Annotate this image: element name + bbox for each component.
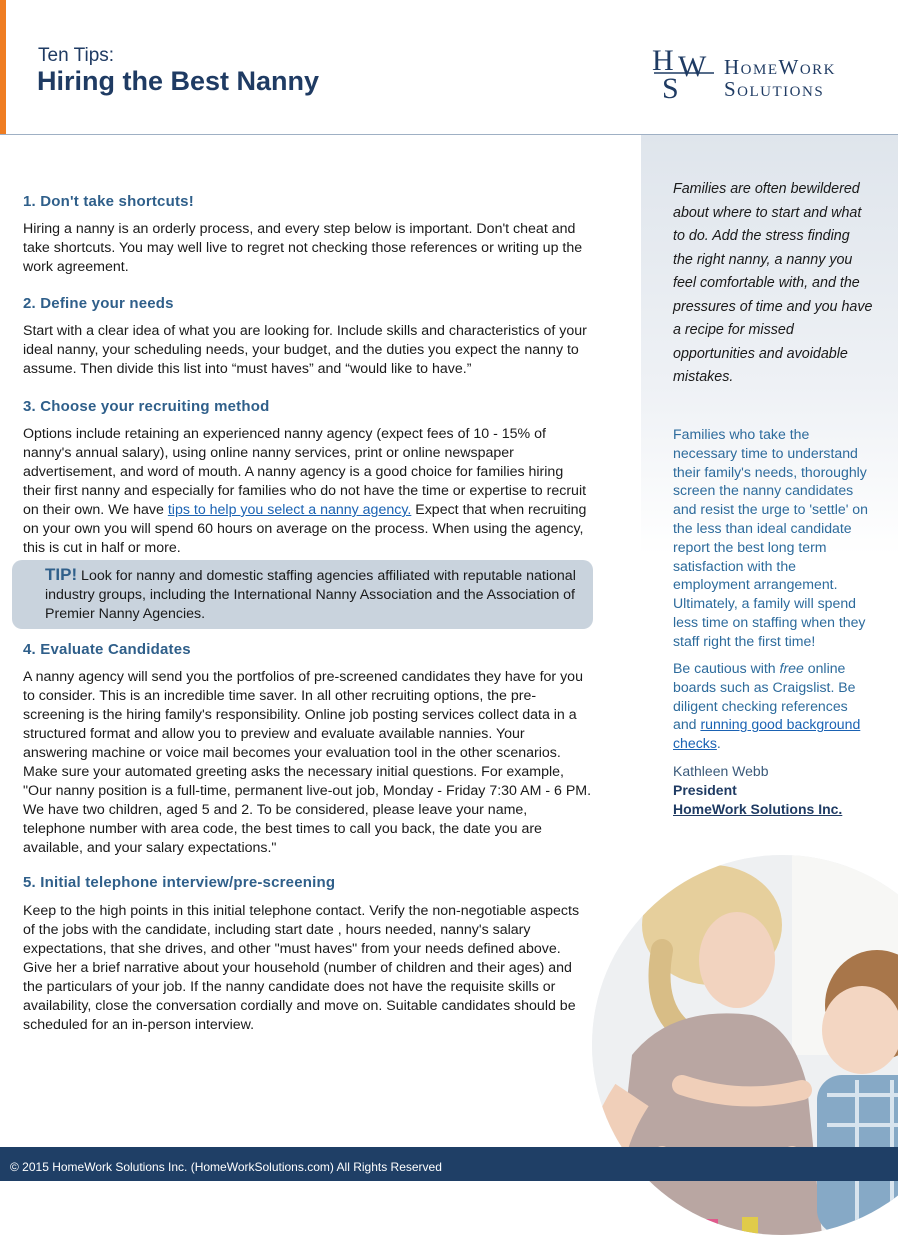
hsw-logo-icon — [652, 42, 716, 102]
sidebar-quote: Families are often bewildered about where to start and what to do. Add the stress finding the right nanny, a nanny you feel comfortable with, and the pressures of time and you have a recipe for missed opportunities and avoidable mistakes. — [673, 181, 873, 385]
section-1-body: Hiring a nanny is an orderly process, and every step below is important. Don't cheat and take shortcuts. You may well live to regret not checking those references or writing up the work agreement. — [23, 221, 583, 275]
section-5-body: Keep to the high points in this initial telephone contact. Verify the non-negotiable aspects of the jobs with the candidate, including start date , hours needed, nanny's salary expectations, that she drives, and other "must haves" from your needs defined above. Give her a brief narrative about your household (number of children and their ages) and the particulars of your job. If the nanny candidate does not have the requisite skills or availability, close the conversation cordially and move on. Suitable candidates should be scheduled for an in-person interview. — [23, 903, 580, 1033]
tip-text: Look for nanny and domestic staffing agencies affiliated with reputable national industry groups, including the International Nanny Association and the Association of Premier Nanny Agencies. — [45, 568, 576, 622]
accent-bar — [0, 0, 6, 135]
sidebar-text: . — [716, 735, 721, 752]
sidebar-paragraph-2 — [673, 659, 871, 753]
company-logo[interactable] — [652, 42, 862, 104]
sidebar-paragraph-1: Families who take the necessary time to understand their family's needs, thoroughly screen the nanny candidates and resist the urge to 'settle' on the less than ideal candidate report the best long term satisfaction with the employment arrangement. Ultimately, a family will spend less time on staffing when they staff right the first time! — [673, 426, 868, 649]
signature-name: Kathleen Webb — [673, 763, 769, 779]
sidebar-text: Be cautious with — [673, 660, 780, 676]
section-3-heading: 3. Choose your recruiting method — [23, 398, 270, 415]
logo-wordmark — [724, 56, 836, 100]
nanny-agency-tips-link[interactable]: tips to help you select a nanny agency. — [167, 502, 412, 518]
signature-company: HomeWork Solutions Inc. — [673, 801, 843, 817]
signature-title: President — [673, 782, 737, 798]
logo-line-2: Solutions — [724, 77, 825, 101]
signature-block — [673, 762, 842, 819]
tip-label: TIP! — [45, 565, 78, 584]
section-1-heading: 1. Don't take shortcuts! — [23, 193, 194, 210]
section-2-body: Start with a clear idea of what you are looking for. Include skills and characteristics of your ideal nanny, your scheduling needs, your budget, and the duties you expect the nanny to assume. Then divide this list into “must haves” and “would like to have.” — [23, 323, 587, 377]
section-2-heading: 2. Define your needs — [23, 295, 174, 312]
page-title: Hiring the Best Nanny — [37, 66, 320, 96]
sidebar-text: online boards such as Craigslist. Be diligent checking references and — [673, 660, 856, 733]
copyright-text: © 2015 HomeWork Solutions Inc. (HomeWorkSolutions.com) All Rights Reserved — [10, 1160, 442, 1174]
section-3-text: Options include retaining an experienced nanny agency (expect fees of 10 - 15% of nanny's annual salary), using online nanny services, print or online newspaper advertisement, and word of mouth. A nanny agency is a good choice for families hiring their first nanny and especially for families who do not have the time or expertise to recruit on their own. We have — [23, 426, 587, 518]
section-5-heading: 5. Initial telephone interview/pre-screening — [23, 874, 336, 891]
svg-text:S: S — [662, 72, 679, 102]
background-checks-link[interactable]: running good background checks — [673, 716, 861, 752]
tip-content — [45, 565, 580, 624]
section-4-body: A nanny agency will send you the portfolios of pre-screened candidates they have for you to consider. This is an incredible time saver. In all other recruiting options, the pre-screening is the hiring family's responsibility. Online job posting services collect data in a structured format and allow you to preview and evaluate available nannies. Your answering machine or voice mail becomes your evaluation tool in the other scenarios. Make sure your automated greeting asks the necessary initial questions. For example, "Our nanny position is a full-time, permanent live-out job, Monday - Friday 7:30 AM - 6 PM. We have two children, aged 5 and 2. To be considered, please leave your name, telephone number with area code, the best times to call you back, the date you are available, and your salary expectations." — [23, 669, 592, 856]
svg-text:W: W — [678, 50, 707, 83]
section-3-body — [23, 425, 593, 558]
sidebar-emphasis: free — [779, 660, 804, 676]
page-kicker: Ten Tips: — [38, 45, 115, 66]
svg-text:H: H — [652, 44, 674, 77]
logo-line-1: HomeWork — [724, 55, 836, 79]
section-3-text: Expect that when recruiting on your own you will spend 60 hours on average on the process. When using the agency, this is cut in half or more. — [23, 502, 587, 556]
section-4-heading: 4. Evaluate Candidates — [23, 641, 191, 658]
